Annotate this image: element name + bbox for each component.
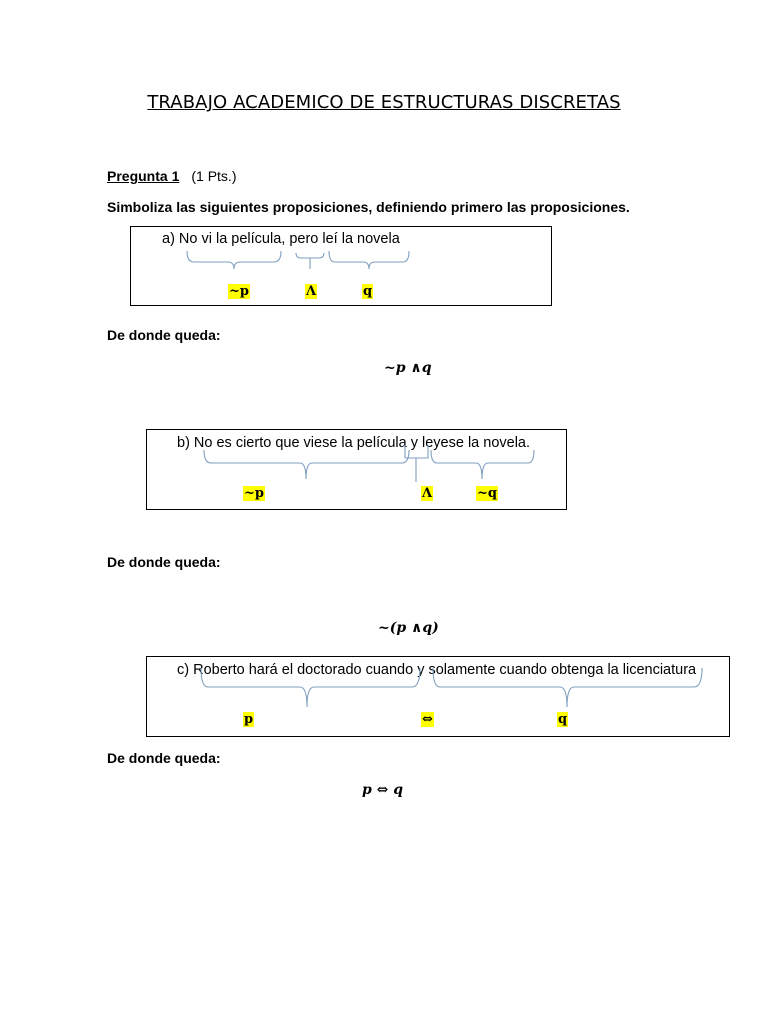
item-b-symbol-3: ~q	[477, 486, 497, 501]
item-c-formula: p ⇔ q	[362, 782, 404, 798]
instruction-text: Simboliza las siguientes proposiciones, definiendo primero las proposiciones.	[107, 199, 630, 215]
item-a-symbol-1: ~p	[229, 284, 249, 299]
item-b-result-label: De donde queda:	[107, 554, 221, 570]
item-b-formula: ~(p ∧q)	[378, 620, 439, 636]
item-b-symbol-1: ~p	[244, 486, 264, 501]
item-a-brace-2	[295, 252, 325, 270]
question-label: Pregunta 1	[107, 168, 180, 184]
item-a-formula: ~p ∧q	[384, 360, 432, 376]
item-b-brace-2	[404, 444, 430, 484]
item-b-sentence: b) No es cierto que viese la película y leyese la novela.	[177, 435, 531, 451]
item-c-brace-2	[432, 667, 704, 709]
item-c-symbol-1: p	[244, 712, 254, 727]
item-c-brace-1	[200, 667, 422, 709]
item-b-symbol-2: Λ	[422, 486, 433, 501]
question-header	[107, 168, 236, 184]
question-points: (1 Pts.)	[191, 168, 237, 184]
item-b-brace-3	[430, 449, 536, 481]
item-c-sentence: c) Roberto hará el doctorado cuando y solamente cuando obtenga la licenciatura	[177, 662, 697, 678]
item-a-symbol-3: q	[363, 284, 373, 299]
item-a-brace-1	[186, 250, 282, 270]
item-a-sentence: a) No vi la película, pero leí la novela	[162, 231, 400, 247]
item-b-brace-1	[203, 449, 411, 481]
item-c-result-label: De donde queda:	[107, 750, 221, 766]
item-c-symbol-2: ⇔	[422, 712, 433, 727]
document-title: TRABAJO ACADEMICO DE ESTRUCTURAS DISCRETAS	[147, 92, 621, 113]
item-a-symbol-2: Λ	[306, 284, 317, 299]
item-a-result-label: De donde queda:	[107, 327, 221, 343]
item-c-symbol-3: q	[558, 712, 568, 727]
item-a-brace-3	[328, 250, 410, 270]
